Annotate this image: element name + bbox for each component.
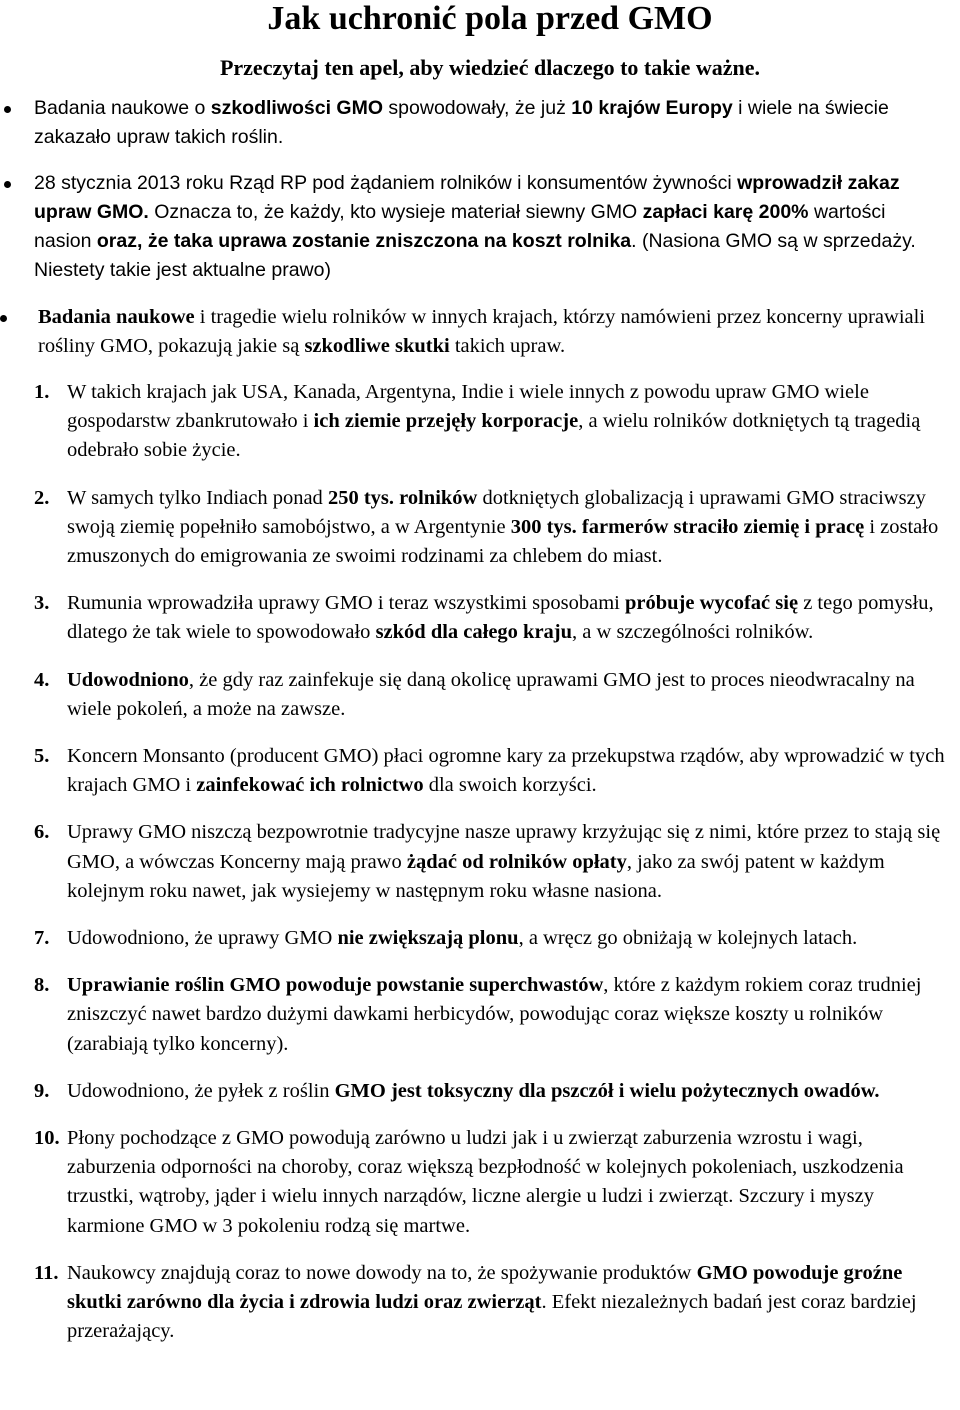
list-item-number: 5. xyxy=(34,745,50,768)
bullet-dot-icon xyxy=(0,315,7,322)
text-run: , a wielu rolników dotkniętych tą tragedią odebrało sobie życie. xyxy=(67,410,921,462)
bold-text: oraz, że taka uprawa zostanie zniszczona na koszt rolnika xyxy=(96,230,632,252)
numbered-list xyxy=(34,378,946,1346)
text-run: i wiele na świecie zakazało upraw takich roślin. xyxy=(34,97,889,148)
list-item xyxy=(34,666,946,724)
text-run: Oznacza to, że każdy, kto wysieje materiał siewny GMO xyxy=(148,201,643,223)
text-run: 28 stycznia 2013 roku Rząd RP pod żądaniem rolników i konsumentów żywności xyxy=(34,172,738,194)
page-title: Jak uchronić pola przed GMO xyxy=(267,0,713,37)
list-item-number: 1. xyxy=(34,381,50,403)
list-item-text xyxy=(67,745,945,796)
list-item xyxy=(34,378,946,466)
text-run: , a w szczególności rolników. xyxy=(572,621,814,644)
bold-text: zainfekować ich rolnictwo xyxy=(196,774,424,797)
text-run: . Efekt niezależnych badań jest coraz bardziej przerażający. xyxy=(67,1291,917,1343)
text-run: . (Nasiona GMO są w sprzedaży. Niestety takie jest aktualne prawo) xyxy=(34,230,916,281)
list-item xyxy=(34,1124,946,1241)
text-run: dotkniętych globalizacją i uprawami GMO straciwszy swoją ziemię popełniło samobójstwo, a w Argentynie xyxy=(67,486,926,538)
bullet-paragraph-3 xyxy=(34,303,946,361)
text-run: spowodowały, że już xyxy=(383,97,572,119)
list-item-number: 8. xyxy=(34,974,50,997)
list-item xyxy=(34,924,946,953)
bold-text: 10 krajów Europy xyxy=(571,97,733,119)
text-run: , a wręcz go obniżają w kolejnych latach. xyxy=(518,927,858,950)
bold-text: zapłaci karę 200% xyxy=(642,201,809,223)
list-item-number: 9. xyxy=(34,1079,50,1102)
list-item-text xyxy=(67,669,915,720)
page-subtitle: Przeczytaj ten apel, aby wiedzieć dlaczego to takie ważne. xyxy=(219,55,761,80)
list-item-text xyxy=(67,1262,917,1342)
bold-text: szkód dla całego kraju xyxy=(375,621,573,644)
list-item-text xyxy=(67,1080,880,1102)
text-run: W samych tylko Indiach ponad xyxy=(67,486,328,509)
bold-text: ich ziemie przejęły korporacje xyxy=(313,410,579,433)
list-item xyxy=(34,818,946,906)
text-run: dla swoich korzyści. xyxy=(423,774,597,797)
bullet-dot-icon xyxy=(4,181,11,188)
bold-text: 300 tys. farmerów straciło ziemię i pracę xyxy=(510,515,865,538)
text-run: Badania naukowe o xyxy=(34,97,211,119)
bold-text: GMO powoduje groźne skutki zarówno dla życia i zdrowia ludzi oraz zwierząt xyxy=(67,1261,903,1314)
bullet-text xyxy=(34,172,916,281)
list-item xyxy=(34,1077,946,1106)
text-run: , że gdy raz zainfekuje się daną okolicę uprawami GMO jest to proces nieodwracalny na wiele pokoleń, a może na zawsze. xyxy=(67,668,915,720)
bullet-paragraph-1 xyxy=(34,94,946,152)
list-item-text xyxy=(67,1127,904,1237)
text-run: Uprawy GMO niszczą bezpowrotnie tradycyjne nasze uprawy krzyżując się z nimi, które przez to stają się GMO, a wówczas Koncerny mają prawo xyxy=(67,821,941,873)
bold-text: Badania naukowe xyxy=(38,306,195,328)
bold-text: Udowodniono xyxy=(67,668,189,691)
list-item-number: 6. xyxy=(34,821,50,844)
bold-text: próbuje wycofać się xyxy=(624,592,799,615)
text-run: wartości nasion xyxy=(34,201,886,252)
text-run: , które z każdym rokiem coraz trudniej zniszczyć nawet bardzo dużymi dawkami herbicydów, powodując coraz większe koszty u rolników (zarabiają tylko koncerny). xyxy=(67,974,922,1055)
list-item-number: 10. xyxy=(34,1127,60,1150)
list-item xyxy=(34,589,946,647)
list-item xyxy=(34,742,946,800)
list-item-text xyxy=(67,927,857,949)
bold-text: wprowadził zakaz upraw GMO. xyxy=(34,172,900,223)
list-item-text xyxy=(67,487,938,567)
text-run: i tragedie wielu rolników w innych krajach, którzy namówieni przez koncerny uprawiali rośliny GMO, pokazują jakie są xyxy=(38,306,925,357)
list-item xyxy=(34,1259,946,1347)
list-item-text xyxy=(67,821,940,901)
text-run: i zostało zmuszonych do emigrowania ze swoimi rodzinami za chlebem do miast. xyxy=(67,515,939,568)
list-item-number: 4. xyxy=(34,668,50,691)
bullet-text xyxy=(38,306,925,357)
list-item-text xyxy=(67,974,921,1054)
bold-text: Uprawianie roślin GMO powoduje powstanie superchwastów xyxy=(67,974,604,997)
text-run: Udowodniono, że uprawy GMO xyxy=(67,927,338,950)
bold-text: szkodliwe skutki xyxy=(304,335,450,357)
bullet-text xyxy=(34,97,889,148)
text-run: Udowodniono, że pyłek z roślin xyxy=(67,1079,335,1102)
text-run: Płony pochodzące z GMO powodują zarówno u ludzi jak i u zwierząt zaburzenia wzrostu i wagi, zaburzenia odporności na choroby, coraz większą bezpłodność w kolejnych pokoleniach, uszkodzenia trzustki, wątroby, jąder i wielu innych narządów, liczne alergie u ludzi i zwierząt. Szczury i myszy karmione GMO w 3 pokoleniu rodzą się martwe. xyxy=(67,1127,904,1237)
bold-text: 250 tys. rolników xyxy=(327,486,478,509)
list-item-number: 11. xyxy=(34,1261,59,1284)
text-run: W takich krajach jak USA, Kanada, Argentyna, Indie i wiele innych z powodu upraw GMO wiele gospodarstw zbankrutowało i xyxy=(67,381,869,433)
bullet-paragraph-2 xyxy=(34,169,946,285)
text-run: Koncern Monsanto (producent GMO) płaci ogromne kary za przekupstwa rządów, aby wprowadzić w tych krajach GMO i xyxy=(67,745,945,797)
text-run: , jako za swój patent w każdym kolejnym roku nawet, jak wysiejemy w następnym roku własne nasiona. xyxy=(67,850,885,902)
list-item-text xyxy=(67,592,934,643)
list-item-text xyxy=(67,381,920,461)
bold-text: szkodliwości GMO xyxy=(210,97,384,119)
list-item-number: 2. xyxy=(34,486,50,509)
list-item xyxy=(34,484,946,572)
text-run: Naukowcy znajdują coraz to nowe dowody na to, że spożywanie produktów xyxy=(67,1261,697,1284)
bold-text: nie zwiększają plonu xyxy=(337,927,519,950)
text-run: z tego pomysłu, dlatego że tak wiele to spowodowało xyxy=(67,592,934,644)
bold-text: GMO jest toksyczny dla pszczół i wielu pożytecznych owadów. xyxy=(334,1079,880,1102)
list-item-number: 7. xyxy=(34,927,50,950)
bold-text: żądać od rolników opłaty xyxy=(406,850,627,873)
bullet-dot-icon xyxy=(4,106,11,113)
text-run: takich upraw. xyxy=(449,335,566,357)
text-run: Rumunia wprowadziła uprawy GMO i teraz wszystkimi sposobami xyxy=(67,592,625,615)
list-item xyxy=(34,971,946,1059)
list-item-number: 3. xyxy=(34,592,50,615)
